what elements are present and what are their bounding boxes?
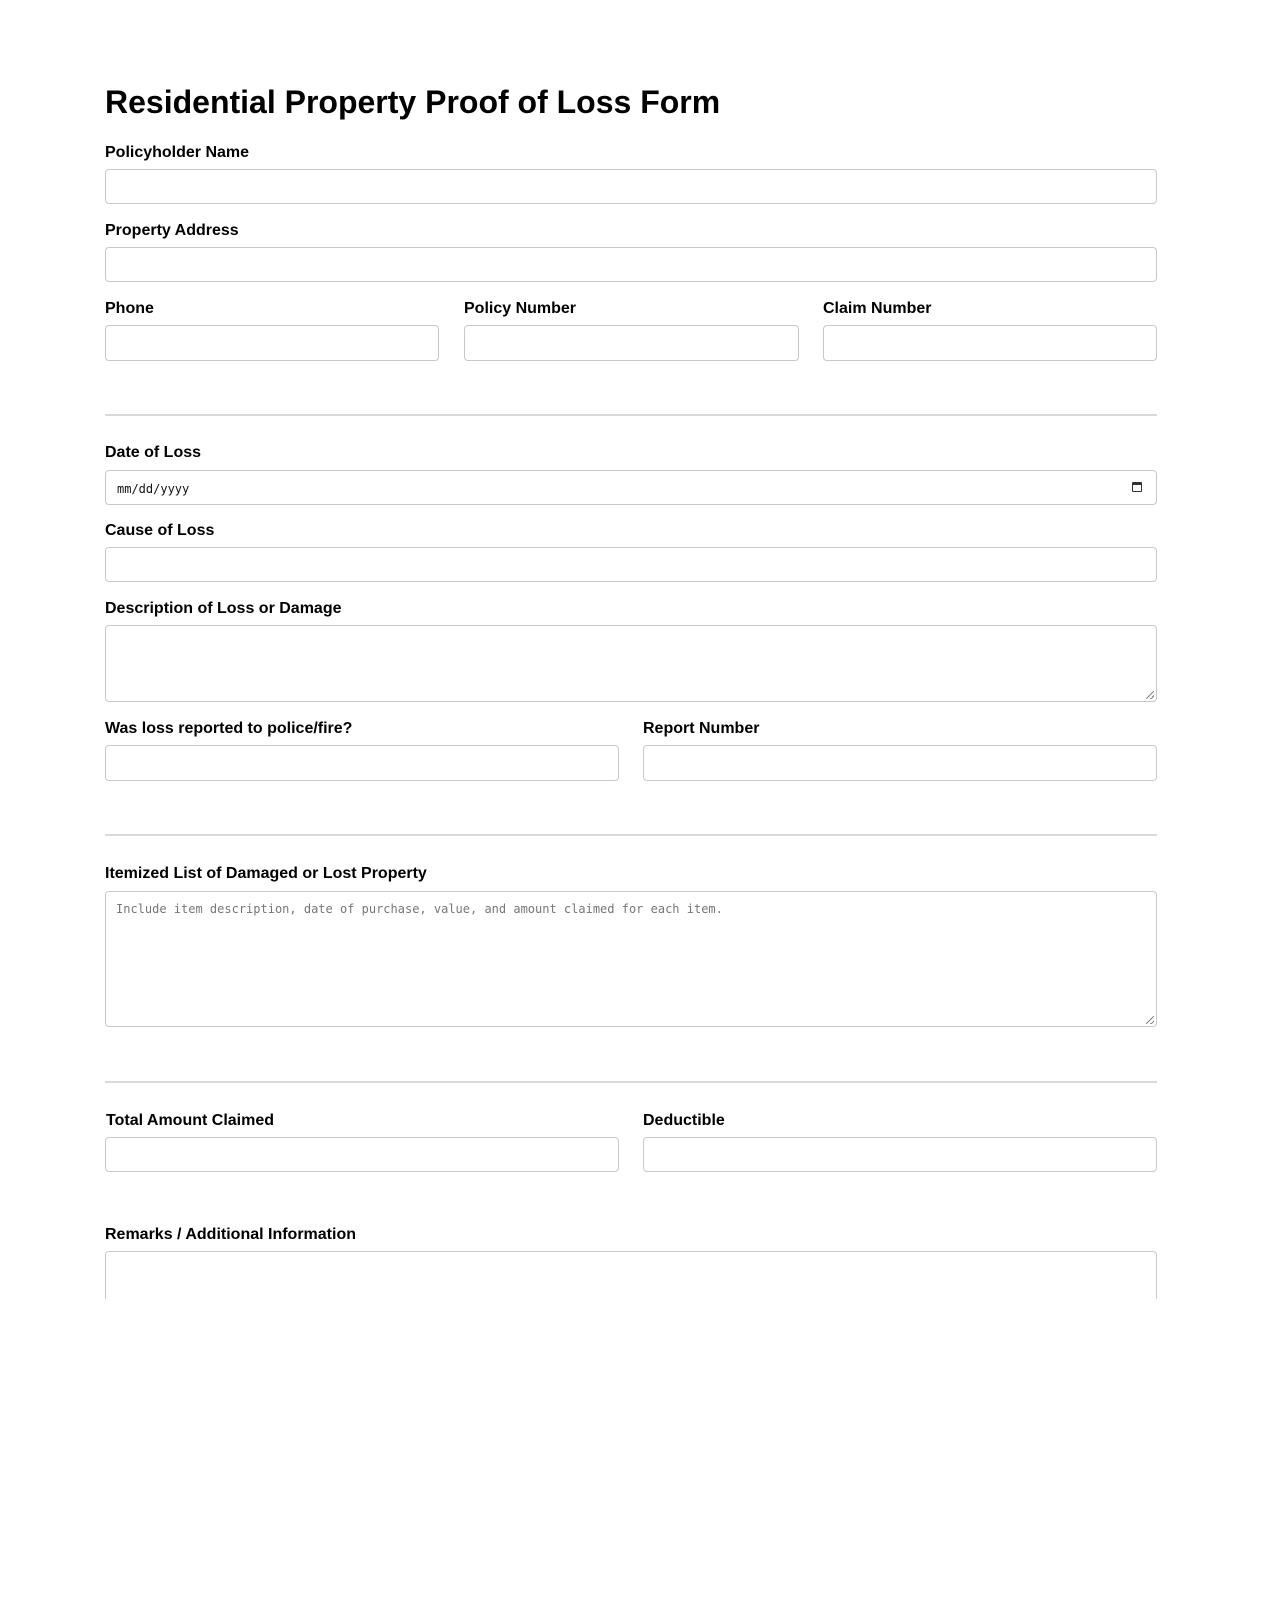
description-label: Description of Loss or Damage <box>105 600 342 617</box>
policy-number-label: Policy Number <box>464 300 577 317</box>
claim-number-field[interactable] <box>823 325 1157 361</box>
police-fire-input[interactable] <box>106 746 618 780</box>
cause-of-loss-label: Cause of Loss <box>105 522 215 539</box>
itemized-list-field[interactable] <box>105 891 1157 1027</box>
phone-label: Phone <box>105 300 154 317</box>
claim-number-label: Claim Number <box>823 300 932 317</box>
policyholder-name-input[interactable] <box>106 170 1156 203</box>
remarks-label: Remarks / Additional Information <box>105 1226 356 1243</box>
section-divider <box>105 834 1157 836</box>
section-divider <box>105 414 1157 416</box>
phone-field[interactable] <box>105 325 439 361</box>
deductible-input[interactable] <box>644 1138 1156 1171</box>
claim-number-input[interactable] <box>824 326 1156 360</box>
page-title: Residential Property Proof of Loss Form <box>105 84 721 120</box>
deductible-field[interactable] <box>643 1137 1157 1172</box>
policy-number-input[interactable] <box>465 326 798 360</box>
itemized-list-label: Itemized List of Damaged or Lost Property <box>105 865 427 882</box>
phone-input[interactable] <box>106 326 438 360</box>
resize-grip-icon[interactable] <box>1146 691 1154 699</box>
property-address-field[interactable] <box>105 247 1157 282</box>
proof-of-loss-form <box>105 0 1157 1299</box>
description-textarea[interactable] <box>106 626 1156 701</box>
cause-of-loss-input[interactable] <box>106 548 1156 581</box>
resize-grip-icon[interactable] <box>1146 1016 1154 1024</box>
date-of-loss-field[interactable] <box>105 470 1157 505</box>
report-number-label: Report Number <box>643 720 760 737</box>
policyholder-name-label: Policyholder Name <box>105 144 250 161</box>
policy-number-field[interactable] <box>464 325 799 361</box>
cause-of-loss-field[interactable] <box>105 547 1157 582</box>
total-amount-label: Total Amount Claimed <box>106 1112 274 1129</box>
property-address-label: Property Address <box>105 222 239 239</box>
calendar-icon[interactable] <box>1132 482 1142 492</box>
total-amount-input[interactable] <box>106 1138 618 1171</box>
police-fire-label: Was loss reported to police/fire? <box>105 720 353 737</box>
section-divider <box>105 1081 1157 1083</box>
remarks-field[interactable] <box>105 1251 1157 1299</box>
deductible-label: Deductible <box>643 1112 725 1129</box>
police-fire-field[interactable] <box>105 745 619 781</box>
report-number-input[interactable] <box>644 746 1156 780</box>
description-field[interactable] <box>105 625 1157 702</box>
policyholder-name-field[interactable] <box>105 169 1157 204</box>
itemized-list-textarea[interactable] <box>106 892 1156 1026</box>
total-amount-field[interactable] <box>105 1137 619 1172</box>
remarks-textarea[interactable] <box>106 1252 1156 1299</box>
report-number-field[interactable] <box>643 745 1157 781</box>
date-of-loss-placeholder: mm/dd/yyyy <box>117 482 190 496</box>
property-address-input[interactable] <box>106 248 1156 281</box>
date-of-loss-label: Date of Loss <box>105 444 202 461</box>
